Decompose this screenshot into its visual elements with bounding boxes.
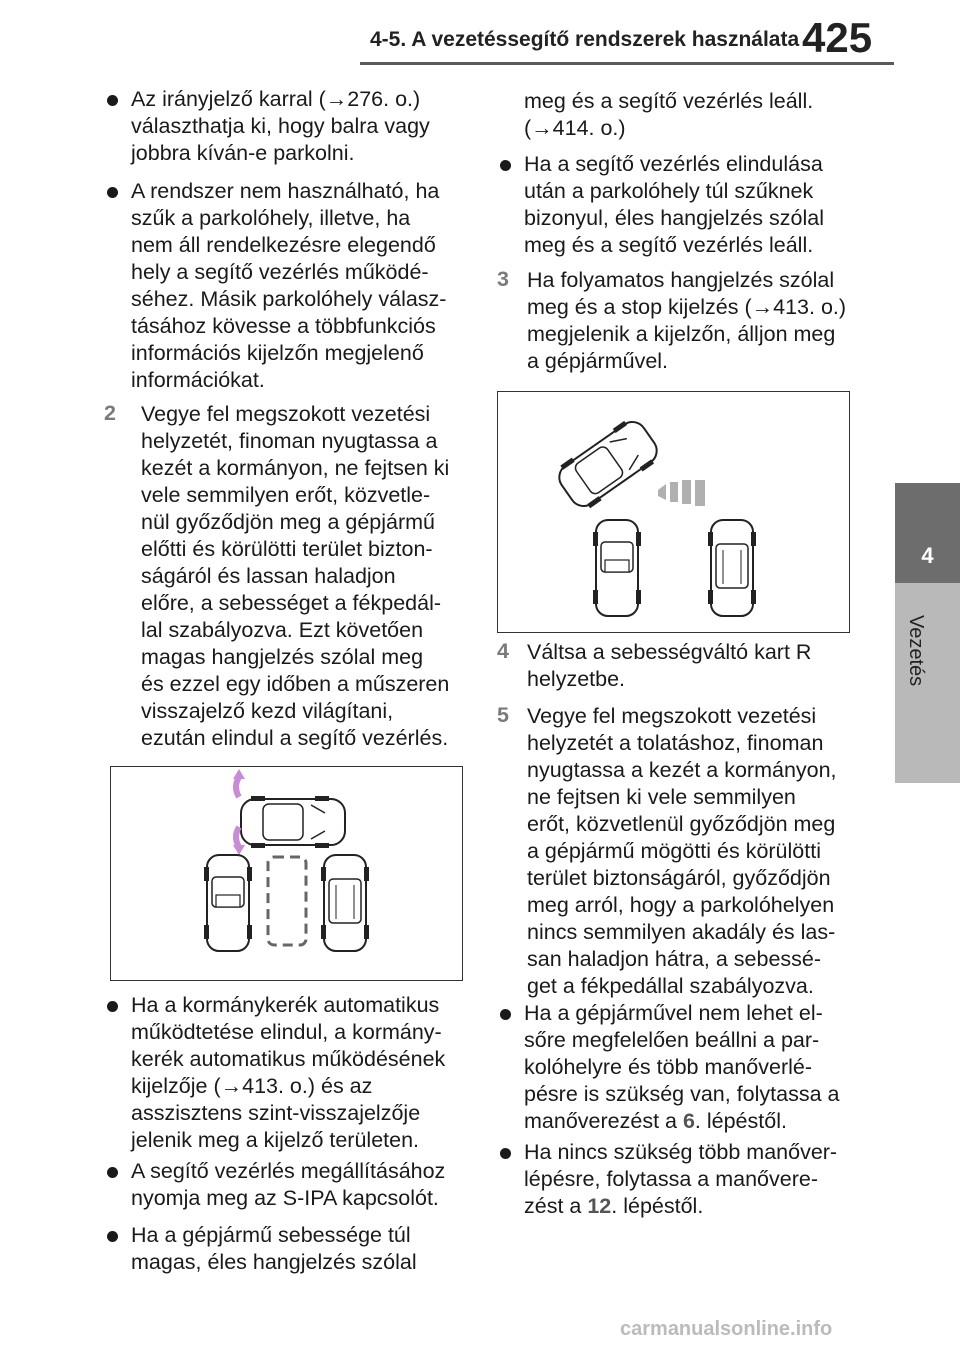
- car-top-view-horizontal: [241, 796, 345, 848]
- paragraph-step3: [527, 267, 846, 375]
- text-line: meg arról, hogy a parkolóhelyen: [527, 893, 835, 917]
- text-line: szűk a parkolóhely, illetve, ha: [131, 206, 411, 230]
- text-line: Ha a segítő vezérlés elindulása: [524, 152, 823, 176]
- bullet-icon: [107, 1001, 118, 1012]
- text-line: Ha a gépjármű sebessége túl: [131, 1223, 411, 1247]
- text-line: a gépjármű mögötti és körülötti: [527, 839, 821, 863]
- chapter-tab: [895, 483, 960, 583]
- paragraph-bullet2: [131, 178, 446, 394]
- text-span: . lépéstől.: [694, 1109, 787, 1133]
- text-line: kijelzője (→413. o.) és az: [131, 1074, 373, 1098]
- text-line: Vegye fel megszokott vezetési: [527, 704, 817, 728]
- text-line: és ezzel egy időben a műszeren: [141, 672, 450, 696]
- text-line: helyzetét a tolatáshoz, finoman: [527, 731, 824, 755]
- text-line: megjelenik a kijelzőn, álljon meg: [527, 322, 836, 346]
- motion-arrow-icon: [658, 480, 705, 506]
- text-line: után a parkolóhely túl szűknek: [524, 179, 814, 203]
- text-line: terület biztonságáról, győződjön: [527, 866, 831, 890]
- text-line: magas, éles hangjelzés szólal: [131, 1250, 417, 1274]
- text-line: előtti és körülötti terület bizton-: [141, 537, 433, 561]
- text-line: helyzetét, finoman nyugtassa a: [141, 429, 438, 453]
- text-line: Ha folyamatos hangjelzés szólal: [527, 268, 835, 292]
- text-line: Váltsa a sebességváltó kart R: [527, 640, 812, 664]
- paragraph-bullet6: [524, 151, 824, 259]
- text-line: működtetése elindul, a kormány-: [131, 1020, 442, 1044]
- page-header: [0, 0, 960, 70]
- text-line: san haladjon hátra, a sebessé-: [527, 947, 822, 971]
- figure-forward-parking: [110, 766, 463, 981]
- text-line: előre, a sebességet a fékpedál-: [141, 591, 442, 615]
- text-line: lal szabályozva. Ezt követően: [141, 618, 424, 642]
- text-line: jobbra kíván-e parkolni.: [131, 141, 355, 165]
- step-number: 3: [497, 267, 509, 291]
- text-line: nem áll rendelkezésre elegendő: [131, 233, 436, 257]
- chapter-label: Vezetés: [905, 615, 927, 687]
- text-line: A rendszer nem használható, ha: [131, 179, 440, 203]
- text-line: választhatja ki, hogy balra vagy: [131, 114, 430, 138]
- text-line: meg és a stop kijelzés (→413. o.): [527, 295, 847, 319]
- parked-car-left: [593, 520, 641, 616]
- text-line: nyomja meg az S-IPA kapcsolót.: [131, 1186, 439, 1210]
- illustration-forward-parking: [111, 767, 462, 980]
- text-line: Ha a gépjárművel nem lehet el-: [524, 1001, 823, 1025]
- text-line: get a fékpedállal szabályozva.: [527, 974, 814, 998]
- paragraph-bullet4: [131, 1158, 445, 1212]
- text-line: [524, 1108, 840, 1135]
- text-line: nincs semmilyen akadály és las-: [527, 920, 836, 944]
- text-line: helyzetbe.: [527, 667, 626, 691]
- text-line: (→414. o.): [524, 116, 626, 140]
- paragraph-step5: [527, 703, 837, 1000]
- text-line: Ha nincs szükség több manőver-: [524, 1140, 838, 1164]
- step-number: 2: [104, 401, 116, 425]
- text-line: kezét a kormányon, ne fejtsen ki: [141, 456, 450, 480]
- chapter-label-tab: [895, 583, 960, 783]
- step-reference: 6: [682, 1109, 695, 1133]
- bullet-icon: [107, 1231, 118, 1242]
- text-span: zést a: [524, 1194, 588, 1218]
- parked-car-left: [204, 855, 252, 951]
- text-line: visszajelző kezd világítani,: [141, 699, 394, 723]
- text-line: nül győződjön meg a gépjármű: [141, 510, 436, 534]
- paragraph-bullet5: [131, 1222, 417, 1276]
- text-line: pésre is szükség van, folytassa a: [524, 1082, 840, 1106]
- text-line: meg és a segítő vezérlés leáll.: [524, 233, 814, 257]
- text-line: sőre megfelelően beállni a par-: [524, 1028, 820, 1052]
- chapter-number: 4: [921, 543, 934, 568]
- text-line: kolóhelyre és több manőverlé-: [524, 1055, 813, 1079]
- bullet-icon: [107, 1167, 118, 1178]
- text-line: nyugtassa a kezét a kormányon,: [527, 758, 837, 782]
- text-line: hely a segítő vezérlés működé-: [131, 260, 429, 284]
- step-number: 5: [497, 703, 509, 727]
- section-title: 4-5. A vezetéssegítő rendszerek használata: [370, 28, 800, 51]
- step-number: 4: [497, 639, 509, 663]
- text-line: jelenik meg a kijelző területen.: [131, 1128, 420, 1152]
- text-line: bizonyul, éles hangjelzés szólal: [524, 206, 824, 230]
- bullet-icon: [500, 160, 511, 171]
- paragraph-bullet3: [131, 992, 445, 1154]
- text-line: lépésre, folytassa a manővere-: [524, 1167, 818, 1191]
- text-line: információkat.: [131, 368, 265, 392]
- text-line: erőt, közvetlenül győződjön meg: [527, 812, 836, 836]
- text-line: ne fejtsen ki vele semmilyen: [527, 785, 796, 809]
- bullet-icon: [107, 187, 118, 198]
- bullet-icon: [500, 1009, 511, 1020]
- text-line: ezután elindul a segítő vezérlés.: [141, 726, 449, 750]
- parked-car-right: [708, 520, 756, 616]
- text-line: a gépjárművel.: [527, 349, 669, 373]
- text-line: tásához kövesse a többfunkciós: [131, 314, 436, 338]
- parked-car-right: [321, 855, 369, 951]
- bullet-icon: [107, 95, 118, 106]
- text-line: Vegye fel megszokott vezetési: [141, 402, 431, 426]
- watermark: carmanualsonline.info: [620, 1318, 833, 1340]
- paragraph-continued: [524, 88, 813, 142]
- page-number: 425: [802, 14, 873, 61]
- paragraph-bullet8: [524, 1139, 837, 1220]
- turn-arrow-icon: [236, 827, 239, 847]
- text-line: A segítő vezérlés megállításához: [131, 1159, 446, 1183]
- text-span: manőverezést a: [524, 1109, 683, 1133]
- car-top-view-angled: [552, 414, 664, 514]
- paragraph-step4: [527, 639, 811, 693]
- text-line: asszisztens szint-visszajelzője: [131, 1101, 421, 1125]
- text-line: kerék automatikus működésének: [131, 1047, 446, 1071]
- turn-arrow-icon: [236, 777, 239, 797]
- text-line: vele semmilyen erőt, közvetle-: [141, 483, 431, 507]
- paragraph-bullet7: [524, 1000, 840, 1135]
- paragraph-bullet1: [131, 86, 430, 167]
- header-rule: [360, 62, 894, 65]
- text-line: meg és a segítő vezérlés leáll.: [524, 89, 814, 113]
- text-line: séhez. Másik parkolóhely válasz-: [131, 287, 447, 311]
- text-span: . lépéstől.: [611, 1194, 704, 1218]
- figure-stop-position: [497, 391, 850, 633]
- text-line: információs kijelzőn megjelenő: [131, 341, 424, 365]
- text-line: magas hangjelzés szólal meg: [141, 645, 424, 669]
- text-line: [524, 1193, 837, 1220]
- target-parking-spot: [268, 857, 306, 945]
- illustration-stop-position: [498, 392, 849, 632]
- text-line: Ha a kormánykerék automatikus: [131, 993, 440, 1017]
- text-line: Az irányjelző karral (→276. o.): [131, 87, 421, 111]
- bullet-icon: [500, 1148, 511, 1159]
- step-reference: 12: [587, 1194, 612, 1218]
- text-line: ságáról és lassan haladjon: [141, 564, 396, 588]
- paragraph-step2: [141, 401, 449, 752]
